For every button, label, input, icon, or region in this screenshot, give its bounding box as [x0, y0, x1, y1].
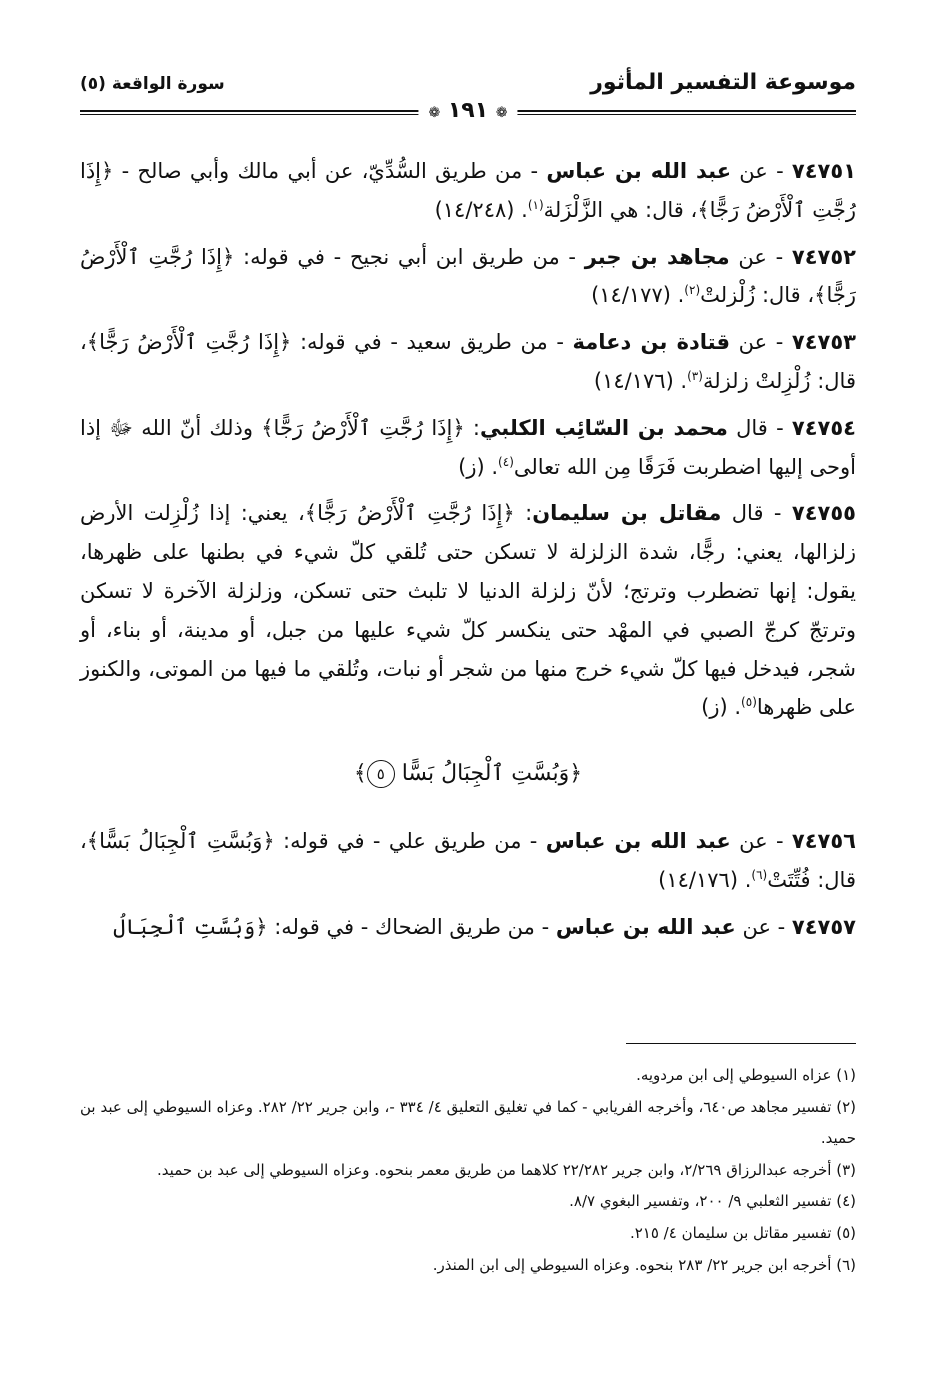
entry-number: ٧٤٧٥٢: [791, 244, 856, 269]
footnote-marker[interactable]: (١): [527, 197, 544, 212]
narrator-name: قتادة بن دعامة: [572, 330, 730, 355]
entry-text: ، قال: زُلْزِلتْ زلزلة: [80, 330, 856, 393]
quran-quote: ﴿إِذَا رُجَّتِ ٱلْأَرْضُ رَجًّا﴾: [80, 244, 856, 308]
entry-reference: . (ز): [458, 454, 499, 479]
entry-text: - عن: [731, 159, 792, 183]
page-number: ١٩١: [447, 98, 489, 123]
entry-number: ٧٤٧٥٥: [791, 501, 856, 526]
entry-text: - قال: [727, 415, 792, 440]
entry-reference: . (١٤/١٧٧): [591, 283, 685, 308]
entry-number: ٧٤٧٥٧: [791, 914, 856, 939]
entry-reference: . (١٤/٢٤٨): [434, 197, 528, 222]
entry-text: - من طريق السُّدِّيّ، عن أبي مالك وأبي صالح -: [113, 159, 547, 183]
entry-text: :: [514, 501, 533, 526]
footnote-1: (١) عزاه السيوطي إلى ابن مردويه.: [636, 1066, 856, 1084]
page-header: [80, 64, 856, 123]
narrator-name: عبد الله بن عباس: [545, 828, 731, 853]
quran-quote: ﴿إِذَا رُجَّتِ ٱلْأَرْضُ رَجًّا﴾: [304, 501, 515, 526]
footnote-marker[interactable]: (٦): [751, 867, 768, 882]
footnote-marker[interactable]: (٢): [684, 283, 701, 298]
entry-reference: . (ز): [701, 695, 742, 720]
footnotes: [80, 1060, 856, 1281]
entry-74751: [80, 152, 856, 230]
page-number-box: [418, 98, 517, 123]
entry-74756: [80, 822, 856, 900]
quran-quote: ﴿وَبُسَّتِ ٱلْجِبَالُ: [113, 914, 268, 939]
entry-number: ٧٤٧٥٤: [791, 415, 856, 440]
narrator-name: عبد الله بن عباس: [555, 914, 736, 939]
footnote-4: (٤) تفسير الثعلبي ٩/ ٢٠٠، وتفسير البغوي ٨/٧.: [569, 1192, 856, 1211]
verse-number-icon: ٥: [367, 760, 395, 788]
footnote-2: (٢) تفسير مجاهد ص٦٤٠، وأخرجه الفريابي - كما في تغليق التعليق ٤/ ٣٣٤ -، وابن جرير ٢٢/ ٢٨٢. وعزاه السيوطي إلى عبد بن حميد.: [80, 1097, 857, 1148]
entry-text: - عن: [729, 244, 792, 269]
entry-74752: [80, 238, 856, 316]
entry-text: ، قال: زُلْزلتْ: [700, 283, 815, 308]
entry-74757: [80, 908, 856, 947]
quran-quote: ﴿إِذَا رُجَّتِ ٱلْأَرْضُ رَجًّا﴾: [261, 415, 465, 440]
entry-text: - من طريق علي - في قوله:: [274, 828, 546, 853]
book-title: موسوعة التفسير المأثور: [590, 70, 856, 95]
ornament-icon: ❁: [428, 105, 441, 121]
main-text: [80, 152, 856, 954]
entry-text: ، قال: هي الزَّلْزَلة: [543, 197, 698, 222]
verse-text: ﴿وَبُسَّتِ ٱلْجِبَالُ بَسًّا: [401, 761, 583, 787]
narrator-name: محمد بن السّائِب الكلبي: [480, 415, 728, 440]
quran-quote: ﴿إِذَا رُجَّتِ ٱلْأَرْضُ رَجًّا﴾: [86, 330, 292, 355]
narrator-name: مجاهد بن جبر: [584, 244, 730, 269]
quran-quote: ﴿وَبُسَّتِ ٱلْجِبَالُ بَسًّا﴾: [86, 828, 275, 853]
entry-text: - من طريق سعيد - في قوله:: [291, 330, 573, 355]
entry-text: - قال: [721, 501, 792, 526]
entry-text: ، قال: فُتِّتَتْ: [80, 828, 856, 892]
entry-text: - عن: [729, 330, 792, 355]
entry-text: :: [464, 415, 480, 440]
entry-text: - عن: [735, 914, 792, 939]
entry-reference: . (١٤/١٧٦): [593, 368, 688, 393]
verse-close-bracket: ﴾: [353, 761, 367, 787]
entry-text: - من طريق الضحاك - في قوله:: [267, 914, 556, 939]
entry-74753: [80, 323, 856, 401]
footnote-6: (٦) أخرجه ابن جرير ٢٢/ ٢٨٣ بنحوه. وعزاه السيوطي إلى ابن المنذر.: [432, 1255, 856, 1274]
entry-number: ٧٤٧٥٣: [791, 330, 856, 355]
entry-text: - من طريق ابن أبي نجيح - في قوله:: [234, 244, 585, 269]
footnote-marker[interactable]: (٤): [498, 454, 514, 469]
entry-text: - عن: [730, 828, 792, 853]
footnote-divider: [626, 1043, 856, 1044]
ornament-icon: ❁: [495, 105, 508, 121]
narrator-name: مقاتل بن سليمان: [532, 501, 722, 526]
entry-74755: [80, 494, 856, 727]
entry-number: ٧٤٧٥١: [791, 159, 857, 183]
footnote-marker[interactable]: (٥): [741, 695, 757, 710]
footnote-3: (٣) أخرجه عبدالرزاق ٢/٢٦٩، وابن جرير ٢٢/٢٨٢ كلاهما من طريق معمر بنحوه. وعزاه السيوطي إلى عبد بن حميد.: [157, 1160, 856, 1179]
entry-reference: . (١٤/١٧٦): [658, 867, 752, 892]
entry-text: ، يعني: إذا زُلْزِلت الأرض زلزالها، يعني: رجًّا، شدة الزلزلة لا تسكن حتى تُلقي كلّ شيء في بطنها على ظهرها، يقول: إنها تضطرب وترتج؛ لأنّ زلزلة الدنيا لا تلبث حتى تسكن، وزلزلة الآخرة لا تسكن وترتجّ كرجّ الصبي في المهْد حتى ينكسر كلّ شيء عليها من جبل، أو مدينة، أو بناء، أو شجر، فيدخل فيها كلّ شيء خرج منها من شجر أو نبات، وتُلقي ما فيها من الموتى، والكنوز على ظهرها: [80, 501, 856, 720]
entry-text: وذلك أنّ الله ﷻ إذا أوحى إليها اضطربت فَرَقًا مِن الله تعالى: [80, 415, 856, 479]
surah-title: سورة الواقعة (٥): [80, 74, 225, 94]
quran-quote: ﴿إِذَا رُجَّتِ ٱلْأَرْضُ رَجًّا﴾: [80, 159, 856, 222]
entry-number: ٧٤٧٥٦: [791, 828, 856, 853]
verse-heading: [80, 755, 856, 794]
footnote-5: (٥) تفسير مقاتل بن سليمان ٤/ ٢١٥.: [629, 1223, 856, 1242]
narrator-name: عبد الله بن عباس: [546, 159, 732, 183]
entry-74754: [80, 409, 856, 487]
footnote-marker[interactable]: (٣): [687, 368, 703, 383]
